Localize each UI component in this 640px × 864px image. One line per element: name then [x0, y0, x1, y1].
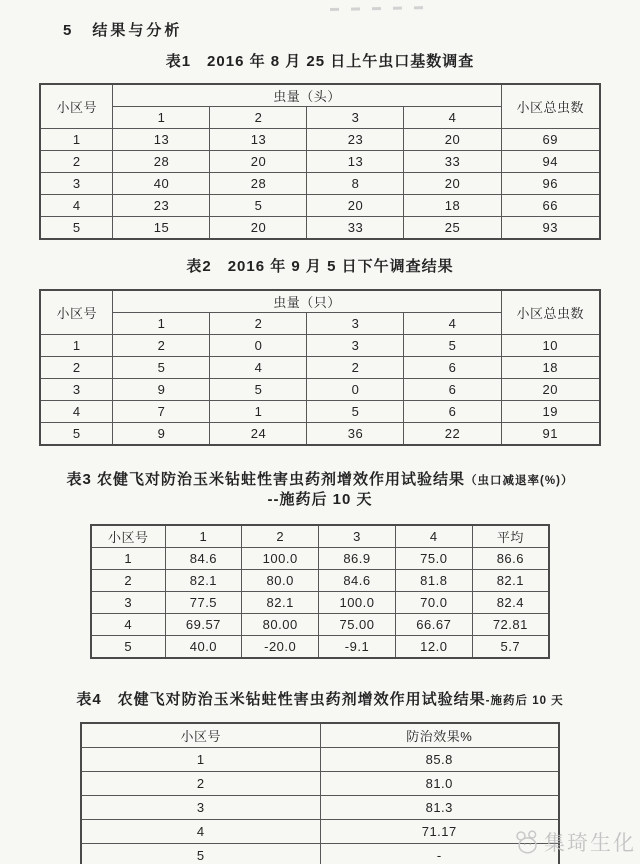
table-row	[91, 592, 549, 614]
column-header: 防治效果%	[320, 723, 559, 748]
table-cell: 84.6	[319, 570, 396, 592]
table-row	[40, 217, 600, 240]
table-cell: 13	[210, 129, 307, 151]
table-cell: 81.3	[320, 796, 559, 820]
table-row	[40, 173, 600, 195]
table-row	[40, 356, 600, 378]
table-cell: 22	[404, 422, 501, 445]
table1-insect-base-survey	[39, 83, 601, 240]
table-cell: 82.1	[165, 570, 242, 592]
table-row	[91, 570, 549, 592]
table-cell: 4	[40, 195, 113, 217]
column-header: 小区号	[81, 723, 320, 748]
table-row	[40, 151, 600, 173]
table-cell: 5	[210, 378, 307, 400]
table-cell: 15	[113, 217, 210, 240]
table-cell: 2	[40, 151, 113, 173]
table-cell: 70.0	[395, 592, 472, 614]
table-cell: 0	[307, 378, 404, 400]
table-cell: 3	[40, 378, 113, 400]
table-row	[81, 820, 559, 844]
table-cell: 3	[307, 334, 404, 356]
table-cell: 12.0	[395, 636, 472, 659]
table-cell: 13	[307, 151, 404, 173]
table-cell: 82.1	[242, 592, 319, 614]
column-header: 小区号	[91, 525, 165, 548]
table-cell: 36	[307, 422, 404, 445]
table-row	[40, 129, 600, 151]
column-header: 4	[395, 525, 472, 548]
table-row	[81, 796, 559, 820]
table4-title-main: 表4 农健飞对防治玉米钻蛀性害虫药剂增效作用试验结果	[76, 691, 486, 708]
table-cell: 69.57	[165, 614, 242, 636]
table-row	[81, 844, 559, 864]
table-cell: 5	[404, 334, 501, 356]
group-header: 虫量（头）	[113, 84, 501, 107]
table-cell: 4	[40, 400, 113, 422]
table-cell: 69	[501, 129, 600, 151]
table-cell: 1	[40, 334, 113, 356]
table-cell: 40.0	[165, 636, 242, 659]
table-cell: 33	[404, 151, 501, 173]
table-cell: 5	[210, 195, 307, 217]
table3-title-main: 表3 农健飞对防治玉米钻蛀性害虫药剂增效作用试验结果	[66, 470, 466, 488]
table-cell: 2	[91, 570, 165, 592]
table1-body	[40, 129, 600, 240]
table-cell: 5	[91, 636, 165, 659]
table-cell: 72.81	[472, 614, 549, 636]
table-cell: 3	[81, 796, 320, 820]
table-cell: 28	[210, 173, 307, 195]
table-row	[81, 748, 559, 772]
rep-column-header: 3	[307, 107, 404, 129]
table-cell: -	[320, 844, 559, 864]
table4-title	[0, 690, 640, 710]
table-cell: 18	[404, 195, 501, 217]
table-row	[91, 636, 549, 659]
table-cell: 19	[501, 400, 600, 422]
table-cell: 5	[40, 217, 113, 240]
column-header: 平均	[472, 525, 549, 548]
table-cell: 8	[307, 173, 404, 195]
rep-column-header: 1	[113, 312, 210, 334]
table-cell: 9	[113, 422, 210, 445]
table-cell: 28	[113, 151, 210, 173]
table-cell: 13	[113, 129, 210, 151]
table-row	[81, 772, 559, 796]
table-cell: 24	[210, 422, 307, 445]
table-cell: 5.7	[472, 636, 549, 659]
table-cell: 6	[404, 400, 501, 422]
table-cell: 94	[501, 151, 600, 173]
table-cell: 0	[210, 334, 307, 356]
table-cell: 1	[81, 748, 320, 772]
table2-post-treatment-survey	[39, 289, 601, 446]
table-row	[40, 334, 600, 356]
table-cell: 2	[113, 334, 210, 356]
column-header: 2	[242, 525, 319, 548]
table4-title-suffix: -施药后 10 天	[485, 695, 564, 707]
table-cell: 100.0	[242, 548, 319, 570]
table-cell: 77.5	[165, 592, 242, 614]
table-cell: 2	[307, 356, 404, 378]
table-row	[40, 400, 600, 422]
table-cell: 4	[210, 356, 307, 378]
table-cell: 82.4	[472, 592, 549, 614]
rep-column-header: 2	[210, 107, 307, 129]
table-row	[40, 378, 600, 400]
table-cell: 86.6	[472, 548, 549, 570]
table-cell: 82.1	[472, 570, 549, 592]
total-header: 小区总虫数	[501, 290, 600, 335]
table-cell: 75.0	[395, 548, 472, 570]
rep-column-header: 4	[404, 312, 501, 334]
table-cell: 81.0	[320, 772, 559, 796]
table-cell: 18	[501, 356, 600, 378]
table-cell: 66	[501, 195, 600, 217]
table-cell: 85.8	[320, 748, 559, 772]
table-cell: 20	[210, 217, 307, 240]
table-row	[40, 422, 600, 445]
rep-column-header: 2	[210, 312, 307, 334]
table-cell: 75.00	[319, 614, 396, 636]
table1-header-row	[40, 84, 600, 107]
column-header: 3	[319, 525, 396, 548]
table3-title	[0, 470, 640, 511]
table-cell: 3	[91, 592, 165, 614]
table-row	[91, 548, 549, 570]
table-cell: 20	[307, 195, 404, 217]
table4-header-row	[81, 723, 559, 748]
corner-header: 小区号	[40, 290, 113, 335]
table-cell: 20	[404, 129, 501, 151]
rep-column-header: 1	[113, 107, 210, 129]
table-cell: 1	[40, 129, 113, 151]
table-cell: 5	[113, 356, 210, 378]
table3-body	[91, 548, 549, 659]
table-cell: 10	[501, 334, 600, 356]
table-cell: 4	[91, 614, 165, 636]
table-cell: 91	[501, 422, 600, 445]
table-cell: 71.17	[320, 820, 559, 844]
table-cell: 80.0	[242, 570, 319, 592]
table3-title-line2: --施药后 10 天	[267, 490, 373, 508]
table-cell: 40	[113, 173, 210, 195]
table3-header-row	[91, 525, 549, 548]
table-cell: 2	[40, 356, 113, 378]
table-row	[91, 614, 549, 636]
table-cell: 33	[307, 217, 404, 240]
table-cell: 7	[113, 400, 210, 422]
table-cell: 5	[81, 844, 320, 864]
table-cell: 23	[307, 129, 404, 151]
table-cell: 20	[210, 151, 307, 173]
table-cell: 2	[81, 772, 320, 796]
table-cell: -9.1	[319, 636, 396, 659]
rep-column-header: 4	[404, 107, 501, 129]
table3-population-reduction-rate	[90, 524, 550, 659]
table2-body	[40, 334, 600, 445]
table-cell: 93	[501, 217, 600, 240]
table-cell: 23	[113, 195, 210, 217]
table-cell: 1	[91, 548, 165, 570]
table4-body	[81, 748, 559, 864]
column-header: 1	[165, 525, 242, 548]
table-cell: 81.8	[395, 570, 472, 592]
table-cell: 6	[404, 378, 501, 400]
table-cell: 86.9	[319, 548, 396, 570]
table-cell: 5	[307, 400, 404, 422]
table-cell: 66.67	[395, 614, 472, 636]
table2-title: 表2 2016 年 9 月 5 日下午调查结果	[186, 258, 454, 276]
table-cell: 100.0	[319, 592, 396, 614]
table-cell: 20	[404, 173, 501, 195]
table-cell: -20.0	[242, 636, 319, 659]
watermark-text: 集琦生化	[544, 832, 636, 855]
table2-header-row	[40, 290, 600, 313]
table4-control-efficacy	[80, 722, 560, 864]
section-heading: 5 结果与分析	[63, 22, 183, 39]
table3-title-paren: （虫口减退率(%)）	[465, 474, 574, 487]
rep-column-header: 3	[307, 312, 404, 334]
table-cell: 20	[501, 378, 600, 400]
table-cell: 96	[501, 173, 600, 195]
total-header: 小区总虫数	[501, 84, 600, 129]
table-row	[40, 195, 600, 217]
table-cell: 4	[81, 820, 320, 844]
table-cell: 6	[404, 356, 501, 378]
table-cell: 3	[40, 173, 113, 195]
table-cell: 84.6	[165, 548, 242, 570]
table-cell: 9	[113, 378, 210, 400]
table-cell: 1	[210, 400, 307, 422]
table-cell: 5	[40, 422, 113, 445]
corner-header: 小区号	[40, 84, 113, 129]
table-cell: 80.00	[242, 614, 319, 636]
group-header: 虫量（只）	[113, 290, 501, 313]
table-cell: 25	[404, 217, 501, 240]
table1-title: 表1 2016 年 8 月 25 日上午虫口基数调查	[165, 53, 475, 70]
